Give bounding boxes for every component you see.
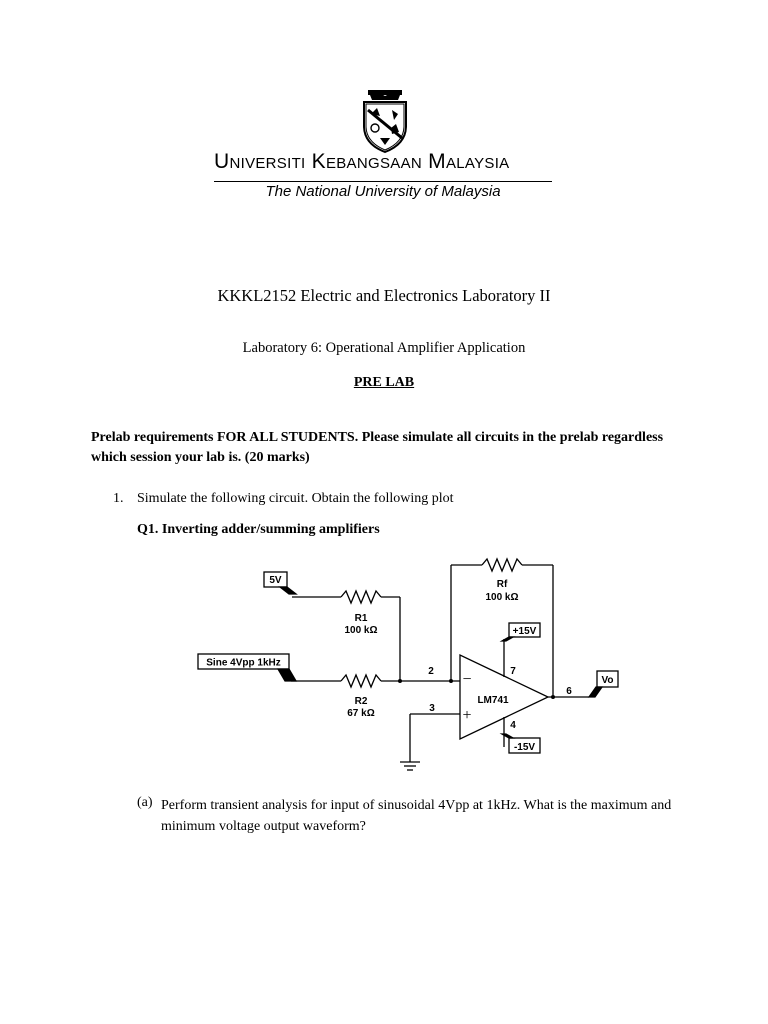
header-divider (214, 181, 552, 182)
label-output: Vo (601, 675, 614, 686)
label-pin-4: 4 (510, 720, 516, 731)
label-opamp: LM741 (477, 695, 509, 706)
label-rf-name: Rf (496, 579, 508, 590)
lab-title: Laboratory 6: Operational Amplifier Application (242, 340, 526, 356)
label-r2-value: 67 kΩ (347, 708, 375, 719)
section-title: PRE LAB (353, 375, 415, 390)
university-subtitle: The National University of Malaysia (265, 183, 501, 200)
source-5v-arrow (280, 587, 296, 594)
output-arrow (589, 687, 602, 697)
question-number: 1. (113, 491, 124, 506)
label-supply-pos: +15V (512, 626, 537, 637)
label-pin-3: 3 (429, 703, 435, 714)
resistor-r1 (341, 591, 381, 603)
junction-node-inverting (398, 679, 402, 683)
part-a-label: (a) (137, 795, 153, 810)
label-supply-neg: -15V (513, 742, 536, 753)
label-r1-name: R1 (354, 613, 368, 624)
part-a-text: Perform transient analysis for input of sinusoidal 4Vpp at 1kHz. What is the maximum and minimum voltage output waveform? (161, 798, 672, 834)
question-heading: Q1. Inverting adder/summing amplifiers (137, 522, 380, 537)
label-r2-name: R2 (354, 696, 368, 707)
junction-node-feedback (449, 679, 453, 683)
junction-node-output (551, 695, 555, 699)
label-pin-6: 6 (566, 686, 572, 697)
label-pin-7: 7 (510, 666, 516, 677)
label-minus-input: − (462, 671, 472, 688)
label-r1-value: 100 kΩ (344, 625, 378, 636)
resistor-r2 (341, 675, 381, 687)
label-pin-2: 2 (428, 666, 434, 677)
prelab-requirements: Prelab requirements FOR ALL STUDENTS. Please simulate all circuits in the prelab regardless which session your lab is. (20 marks) (91, 430, 664, 465)
source-sine-arrow (278, 669, 296, 681)
university-crest-icon (358, 88, 412, 154)
inverting-adder-circuit (196, 557, 622, 775)
label-plus-input: + (462, 707, 472, 724)
university-name: Universiti Kebangsaan Malaysia (214, 150, 510, 173)
label-source-5v: 5V (269, 575, 282, 586)
resistor-rf (482, 559, 522, 571)
label-rf-value: 100 kΩ (485, 592, 519, 603)
label-source-sine: Sine 4Vpp 1kHz (206, 657, 281, 669)
course-title: KKKL2152 Electric and Electronics Laboratory II (217, 286, 551, 305)
question-text: Simulate the following circuit. Obtain the following plot (137, 491, 454, 506)
